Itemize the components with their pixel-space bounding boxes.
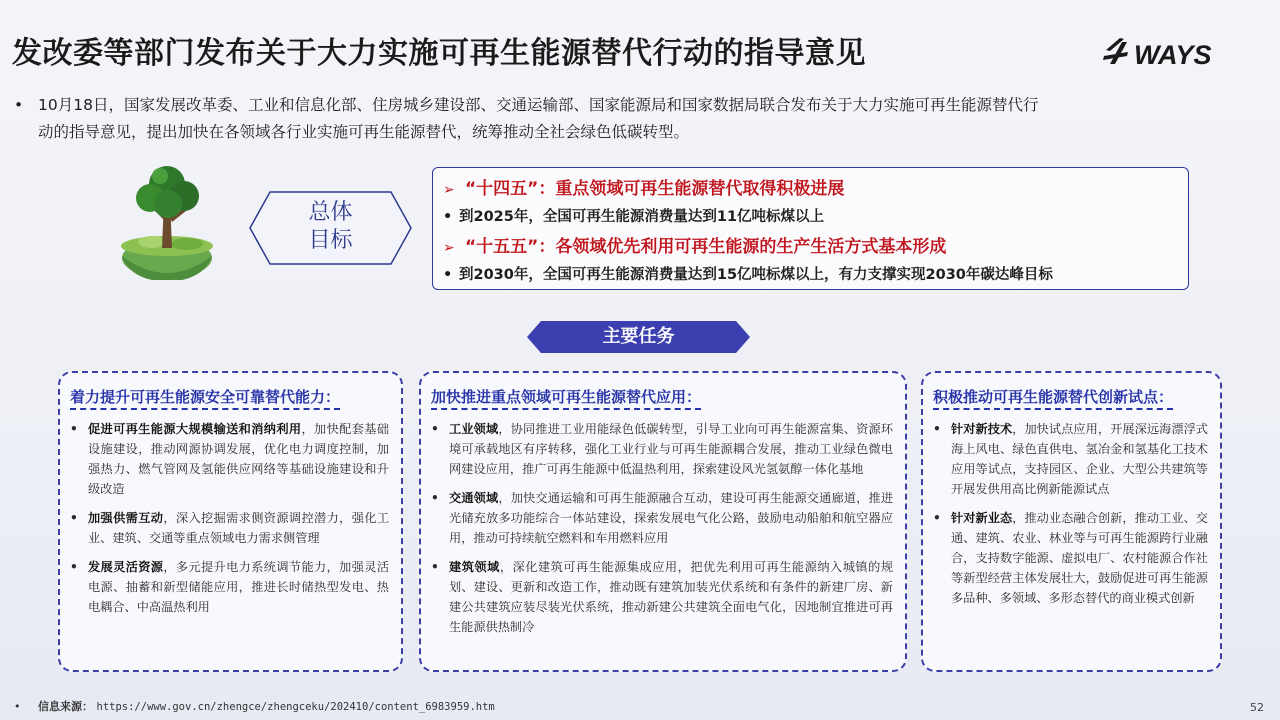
- task-column-capacity: [58, 371, 403, 672]
- list-item: • 针对新技术，加快试点应用，开展深远海漂浮式海上风电、绿色直供电、氢冶金和氢基化工技术应用等试点，支持园区、企业、大型公共建筑等开展发供用高比例新能源试点: [933, 422, 1208, 496]
- main-tasks-label: 主要任务: [602, 326, 675, 347]
- list-item: • 建筑领域，深化建筑可再生能源集成应用，把优先利用可再生能源纳入城镇的规划、建设、更新和改造工作，推动既有建筑加装光伏系统和有条件的新建厂房、新建公共建筑应装尽装光伏系统，推动新建公共建筑全面电气化，因地制宜推进可再生能源供热制冷: [431, 560, 894, 634]
- column-title: 着力提升可再生能源安全可靠替代能力：: [70, 386, 340, 410]
- overall-goal-box: [432, 167, 1189, 290]
- task-column-key-sectors: [419, 371, 907, 672]
- list-item: • 促进可再生能源大规模输送和消纳利用，加快配套基础设施建设，推动网源协调发展，优化电力调度控制，加强热力、燃气管网及氢能供应网络等基础设施建设和升级改造: [70, 422, 390, 496]
- list-item: • 交通领域，加快交通运输和可再生能源融合互动，建设可再生能源交通廊道，推进光储充放多功能综合一体站建设，探索发展电气化公路，鼓励电动船舶和航空器应用，推动可持续航空燃料和车用燃料应用: [431, 491, 894, 545]
- intro-paragraph: [14, 92, 1264, 146]
- list-item: • 加强供需互动，深入挖掘需求侧资源调控潜力，强化工业、建筑、交通等重点领域电力需求侧管理: [70, 511, 390, 545]
- task-column-innovation: [921, 371, 1222, 672]
- page-title: 发改委等部门发布关于大力实施可再生能源替代行动的指导意见: [12, 36, 866, 71]
- source-note: • 信息来源： https://www.gov.cn/zhengce/zhengceku/202410/content_6983959.htm: [14, 700, 495, 713]
- intro-line-2: 动的指导意见，提出加快在各领域各行业实施可再生能源替代，统筹推动全社会绿色低碳转型。: [38, 123, 690, 141]
- main-tasks-banner: [527, 321, 750, 353]
- arrow-icon: ➢: [443, 182, 455, 198]
- overall-goal-hexagon: [248, 190, 413, 266]
- overall-goal-label-line2: 目标: [308, 228, 353, 253]
- arrow-icon: ➢: [443, 240, 455, 256]
- column-title: 积极推动可再生能源替代创新试点：: [933, 386, 1173, 410]
- intro-line-1: 10月18日，国家发展改革委、工业和信息化部、住房城乡建设部、交通运输部、国家能源局和国家数据局联合发布关于大力实施可再生能源替代行: [38, 96, 1039, 114]
- goal-bullet: •: [443, 267, 453, 283]
- source-url[interactable]: https://www.gov.cn/zhengce/zhengceku/202410/content_6983959.htm: [96, 701, 495, 713]
- goal-bullet: •: [443, 209, 453, 225]
- ways-logo-mark: [1100, 34, 1218, 70]
- page-number: 52: [1250, 701, 1264, 714]
- goal-14th-heading: ➢ “十四五”：重点领域可再生能源替代取得积极进展: [443, 179, 845, 199]
- column-title: 加快推进重点领域可再生能源替代应用：: [431, 386, 701, 410]
- list-item: • 发展灵活资源，多元提升电力系统调节能力，加强灵活电源、抽蓄和新型储能应用，推进长时储热型发电、热电耦合、中高温热利用: [70, 560, 390, 614]
- source-label: 信息来源：: [38, 700, 93, 713]
- ways-logo: [1100, 34, 1218, 70]
- goal-15th-text: • 到2030年，全国可再生能源消费量达到15亿吨标煤以上，有力支撑实现2030年碳达峰目标: [443, 267, 1053, 283]
- goal-14th-text: • 到2025年，全国可再生能源消费量达到11亿吨标煤以上: [443, 209, 825, 225]
- intro-bullet: •: [14, 96, 24, 114]
- list-item: • 针对新业态，推动业态融合创新，推动工业、交通、建筑、农业、林业等与可再生能源跨行业融合，支持数字能源、虚拟电厂、农村能源合作社等新型经营主体发展壮大，鼓励促进可再生能源多品种、多领域、多形态替代的商业模式创新: [933, 511, 1208, 605]
- list-item: • 工业领域，协同推进工业用能绿色低碳转型，引导工业向可再生能源富集、资源环境可承载地区有序转移，强化工业行业与可再生能源耦合发展，推动工业绿色微电网建设应用，推广可再生能源中低温热利用，探索建设风光氢氨醇一体化基地: [431, 422, 894, 476]
- tree-globe-icon: [112, 160, 222, 280]
- goal-15th-heading: ➢ “十五五”：各领域优先利用可再生能源的生产生活方式基本形成: [443, 237, 947, 257]
- logo-text: WAYS: [1134, 40, 1212, 70]
- overall-goal-label-line1: 总体: [308, 200, 353, 225]
